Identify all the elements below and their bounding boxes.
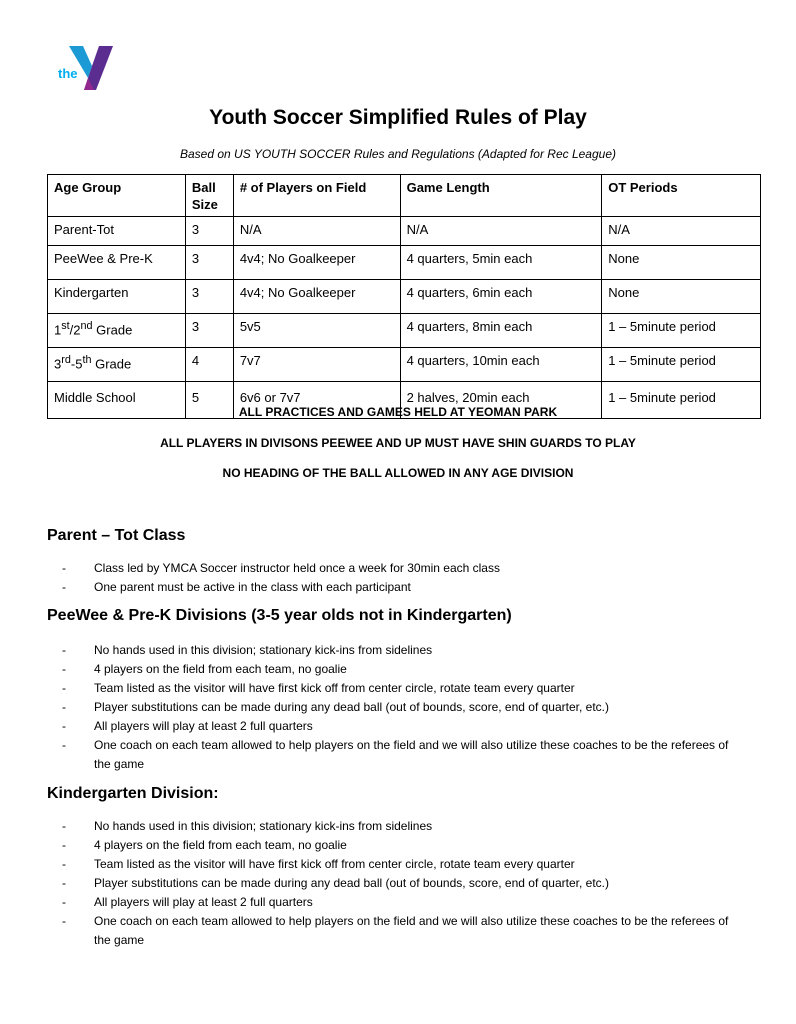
cell-ball-size: 3 (185, 246, 233, 280)
list-item: - Team listed as the visitor will have first kick off from center circle, rotate team every quarter (62, 679, 742, 698)
list-item: - One coach on each team allowed to help players on the field and we will also utilize these coaches to be the referees of the game (62, 912, 742, 950)
cell-game-length: 4 quarters, 5min each (400, 246, 602, 280)
logo-text: the (58, 66, 78, 81)
peewee-list (62, 641, 742, 774)
cell-ball-size: 3 (185, 217, 233, 246)
cell-players: 5v5 (233, 314, 400, 348)
list-item: - Player substitutions can be made during any dead ball (out of bounds, score, end of quarter, etc.) (62, 698, 742, 717)
list-item: - Player substitutions can be made during any dead ball (out of bounds, score, end of quarter, etc.) (62, 874, 742, 893)
notice-practice-location: ALL PRACTICES AND GAMES HELD AT YEOMAN PARK (238, 405, 558, 419)
cell-ball-size: 3 (185, 314, 233, 348)
cell-ball-size: 4 (185, 348, 233, 382)
section-heading-parent-tot: Parent – Tot Class (47, 527, 186, 544)
header-ot-periods: OT Periods (602, 175, 761, 217)
cell-game-length: N/A (400, 217, 602, 246)
header-game-length: Game Length (400, 175, 602, 217)
list-item: - Team listed as the visitor will have first kick off from center circle, rotate team every quarter (62, 855, 742, 874)
cell-players: N/A (233, 217, 400, 246)
cell-game-length: 4 quarters, 6min each (400, 280, 602, 314)
grade-sup-a: st (61, 320, 70, 332)
cell-ball-size: 5 (185, 382, 233, 419)
grade-num-a: 1 (54, 322, 62, 338)
grade-sep: /2 (69, 322, 81, 338)
cell-game-length: 4 quarters, 10min each (400, 348, 602, 382)
header-players: # of Players on Field (233, 175, 400, 217)
cell-age-group: Middle School (48, 382, 186, 419)
list-item: - 4 players on the field from each team, no goalie (62, 660, 742, 679)
cell-game-length: 2 halves, 20min each (400, 382, 602, 419)
list-item: - One parent must be active in the class with each participant (62, 578, 742, 597)
grade-tail: Grade (92, 322, 133, 338)
parent-tot-list (62, 559, 742, 597)
cell-game-length: 4 quarters, 8min each (400, 314, 602, 348)
page-title: Youth Soccer Simplified Rules of Play (209, 106, 587, 129)
table-row (48, 314, 761, 348)
cell-age-group: Kindergarten (48, 280, 186, 314)
cell-age-group: Parent-Tot (48, 217, 186, 246)
list-item: - One coach on each team allowed to help players on the field and we will also utilize these coaches to be the referees of the game (62, 736, 742, 774)
cell-ot-periods: 1 – 5minute period (602, 348, 761, 382)
grade-sup-b: nd (80, 320, 93, 332)
grade-sep: -5 (70, 356, 83, 372)
header-ball-size: Ball Size (185, 175, 233, 217)
section-heading-kindergarten: Kindergarten Division: (47, 785, 219, 802)
cell-age-group (48, 348, 186, 382)
list-item: - 4 players on the field from each team, no goalie (62, 836, 742, 855)
section-heading-peewee: PeeWee & Pre-K Divisions (3-5 year olds not in Kindergarten) (47, 607, 512, 624)
table-row (48, 217, 761, 246)
cell-ot-periods: N/A (602, 217, 761, 246)
grade-sup-a: rd (61, 354, 71, 366)
cell-ball-size: 3 (185, 280, 233, 314)
rules-table (47, 174, 761, 419)
ymca-logo (56, 44, 120, 92)
cell-age-group: PeeWee & Pre-K (48, 246, 186, 280)
page-subtitle: Based on US YOUTH SOCCER Rules and Regulations (Adapted for Rec League) (179, 147, 616, 161)
table-row (48, 348, 761, 382)
table-row (48, 280, 761, 314)
cell-ot-periods: None (602, 280, 761, 314)
kindergarten-list (62, 817, 742, 950)
notice-shin-guards: ALL PLAYERS IN DIVISONS PEEWEE AND UP MUST HAVE SHIN GUARDS TO PLAY (160, 436, 636, 450)
cell-age-group (48, 314, 186, 348)
grade-num-a: 3 (54, 356, 62, 372)
list-item: - No hands used in this division; stationary kick-ins from sidelines (62, 817, 742, 836)
list-item: - Class led by YMCA Soccer instructor held once a week for 30min each class (62, 559, 742, 578)
notice-no-heading: NO HEADING OF THE BALL ALLOWED IN ANY AGE DIVISION (222, 466, 574, 480)
cell-ot-periods: 1 – 5minute period (602, 314, 761, 348)
table-row (48, 246, 761, 280)
cell-ot-periods: 1 – 5minute period (602, 382, 761, 419)
cell-players: 6v6 or 7v7 (233, 382, 400, 419)
cell-players: 4v4; No Goalkeeper (233, 246, 400, 280)
cell-ot-periods: None (602, 246, 761, 280)
list-item: - No hands used in this division; stationary kick-ins from sidelines (62, 641, 742, 660)
list-item: - All players will play at least 2 full quarters (62, 893, 742, 912)
header-age-group: Age Group (48, 175, 186, 217)
cell-players: 4v4; No Goalkeeper (233, 280, 400, 314)
table-header-row (48, 175, 761, 217)
cell-players: 7v7 (233, 348, 400, 382)
list-item: - All players will play at least 2 full quarters (62, 717, 742, 736)
grade-tail: Grade (91, 356, 132, 372)
grade-sup-b: th (82, 354, 92, 366)
